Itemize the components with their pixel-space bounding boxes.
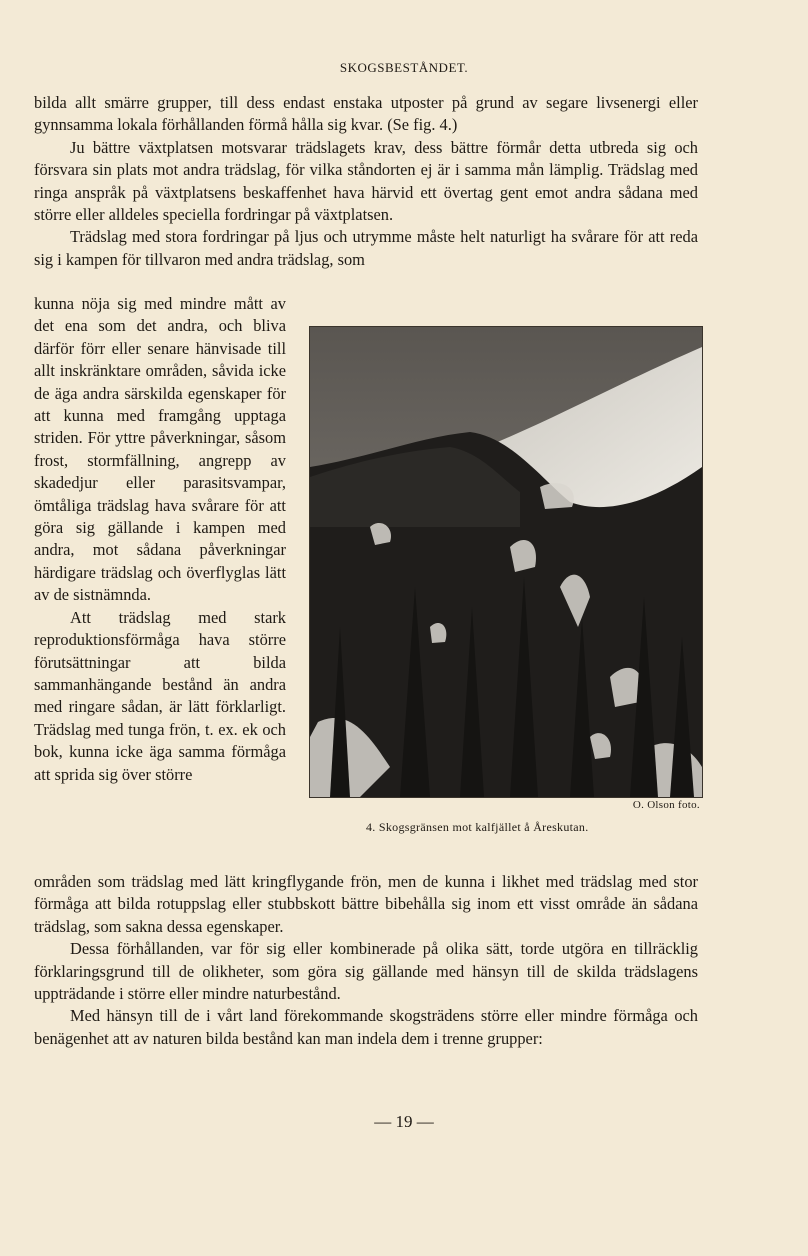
paragraph: bilda allt smärre grupper, till dess endast enstaka utposter på grund av segare livsenergi eller gynnsamma lokala förhållanden förmå hålla sig kvar. (Se fig. 4.) (34, 93, 698, 135)
paragraph: områden som trädslag med lätt kringflygande frön, men de kunna i likhet med trädslag med stor förmåga att bilda rotuppslag eller stubbskott bättre bibehålla sig inom ett visst område än sådana trädslag, som sakna dessa egenskaper. (34, 872, 698, 936)
page-number: — 19 — (374, 1112, 434, 1131)
figure-photo (309, 326, 703, 798)
paragraph: Trädslag med stora fordringar på ljus och utrymme måste helt naturligt ha svårare för att reda sig i kampen för tillvaron med andra trädslag, som (34, 227, 698, 269)
photo-credit: O. Olson foto. (632, 799, 700, 811)
paragraph: Ju bättre växtplatsen motsvarar trädslagets krav, dess bättre förmår detta utbreda sig och försvara sin plats mot andra trädslag, för vilka ståndorten ej är i samma mån lämplig. Trädslag med ringa anspråk på växtplatsens beskaffenhet hava härvid ett övertag gent emot andra sådana med större eller alldeles speciella fordringar på växtplatsen. (34, 137, 698, 225)
paragraph: kunna nöja sig med mindre mått av det ena som det andra, och bliva därför förr eller senare hänvisade till allt inskränktare områden, såvida icke de äga andra särskilda egenskaper för att kunna med framgång upptaga striden. För yttre påverkningar, såsom frost, stormfällning, angrepp av skadedjur eller parasitsvampar, ömtåliga trädslag hava svårare för att göra sig gällande i kampen med andra, mot sådana påverkningar härdigare trädslag och överflyglas lätt av de sistnämnda. (34, 294, 286, 605)
mountain-forest-photo (310, 327, 702, 797)
running-head: SKOGSBESTÅNDET. (339, 60, 469, 75)
figure-caption: 4. Skogsgränsen mot kalfjället å Åreskutan. (366, 820, 589, 834)
text-block-bottom (34, 871, 698, 1050)
paragraph: Att trädslag med stark reproduktionsförmåga hava större förutsättningar att bilda sammanhängande bestånd än andra med ringare sådan, är lätt förklarligt. Trädslag med tunga frön, t. ex. ek och bok, kunna icke äga samma förmåga att sprida sig över större (34, 607, 286, 784)
paragraph: Med hänsyn till de i vårt land förekommande skogsträdens större eller mindre förmåga och benägenhet att av naturen bilda bestånd kan man indela dem i trenne grupper: (34, 1006, 698, 1048)
paragraph: Dessa förhållanden, var för sig eller kombinerade på olika sätt, torde utgöra en tillräcklig förklaringsgrund till de olikheter, som göra sig gällande med hänsyn till de skilda trädslagens uppträdande i större eller mindre naturbestånd. (34, 939, 698, 1004)
text-block-top (34, 92, 698, 271)
text-block-beside-figure (34, 293, 286, 786)
